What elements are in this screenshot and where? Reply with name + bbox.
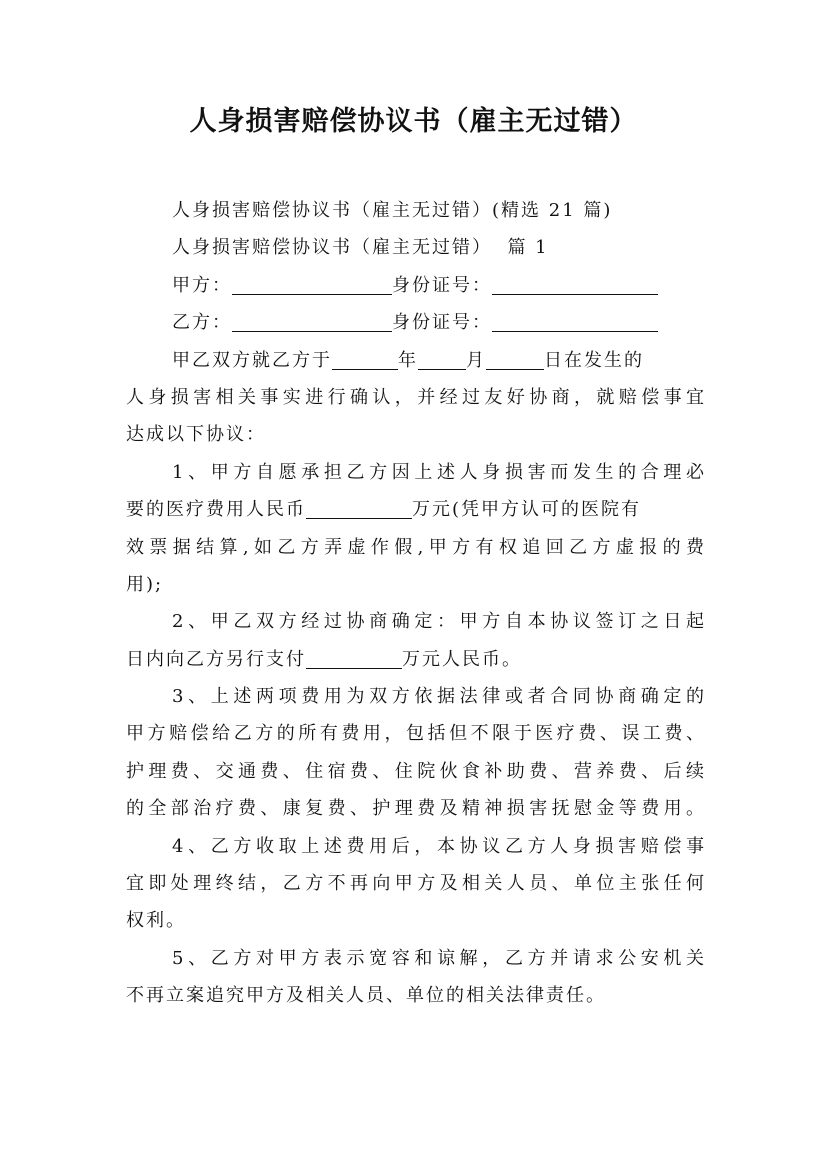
clause-4-line-1: 4、乙方收取上述费用后，本协议乙方人身损害赔偿事 — [172, 835, 706, 857]
clause-1-line-1: 1、甲方自愿承担乙方因上述人身损害而发生的合理必 — [172, 461, 706, 483]
document-body — [126, 192, 706, 1015]
clause-1-amount-unit: 万元(凭甲方认可的医院有 — [412, 499, 642, 521]
party-b-label: 乙方： — [172, 312, 232, 334]
section-heading: 人身损害赔偿协议书（雇主无过错） 篇 1 — [172, 237, 549, 259]
clause-5-line-1: 5、乙方对甲方表示宽容和谅解，乙方并请求公安机关 — [172, 947, 706, 969]
party-b-id-label: 身份证号： — [392, 312, 492, 334]
intro-end: 日在发生的 — [544, 349, 644, 371]
party-b-id-blank — [492, 309, 658, 332]
extra-payment-amount-blank — [306, 646, 402, 669]
date-day-blank — [486, 347, 544, 370]
clause-5-line-2: 不再立案追究甲方及相关人员、单位的相关法律责任。 — [126, 985, 606, 1007]
party-a-id-label: 身份证号： — [392, 274, 492, 296]
party-a-id-blank — [492, 272, 658, 295]
intro-year: 年 — [398, 349, 418, 371]
medical-fee-amount-blank — [306, 496, 412, 519]
clause-2-line-2 — [126, 641, 706, 678]
intro-line-2: 人身损害相关事实进行确认，并经过友好协商，就赔偿事宜 — [126, 386, 706, 408]
party-b-line — [126, 304, 706, 341]
clause-3-line-1: 3、上述两项费用为双方依据法律或者合同协商确定的 — [172, 686, 706, 708]
clause-2-payment-unit: 万元人民币。 — [402, 648, 522, 670]
party-a-line — [126, 267, 706, 304]
clause-2-payment-label: 日内向乙方另行支付 — [126, 648, 306, 670]
subtitle: 人身损害赔偿协议书（雇主无过错）(精选 21 篇) — [172, 200, 613, 221]
clause-1-line-2 — [126, 491, 706, 528]
clause-3-line-4: 的全部治疗费、康复费、护理费及精神损害抚慰金等费用。 — [126, 798, 706, 820]
intro-month: 月 — [466, 349, 486, 371]
clause-4-line-3: 权利。 — [126, 910, 186, 932]
intro-start: 甲乙双方就乙方于 — [172, 349, 332, 371]
party-a-name-blank — [232, 272, 392, 295]
clause-1-line-4: 用); — [126, 573, 164, 595]
party-b-name-blank — [232, 309, 392, 332]
clause-1-amount-label: 要的医疗费用人民币 — [126, 499, 306, 521]
clause-3-line-3: 护理费、交通费、住宿费、住院伙食补助费、营养费、后续 — [126, 760, 706, 782]
party-a-label: 甲方： — [172, 274, 232, 296]
clause-4-line-2: 宜即处理终结，乙方不再向甲方及相关人员、单位主张任何 — [126, 873, 706, 895]
document-title: 人身损害赔偿协议书（雇主无过错） — [189, 106, 638, 137]
intro-line-1 — [126, 342, 706, 379]
clause-3-line-2: 甲方赔偿给乙方的所有费用，包括但不限于医疗费、误工费、 — [126, 723, 706, 745]
clause-1-line-3: 效票据结算,如乙方弄虚作假,甲方有权追回乙方虚报的费 — [126, 536, 706, 558]
date-year-blank — [332, 347, 398, 370]
intro-line-3: 达成以下协议： — [126, 424, 266, 446]
clause-2-line-1: 2、甲乙双方经过协商确定：甲方自本协议签订之日起 — [172, 611, 706, 633]
date-month-blank — [418, 347, 466, 370]
